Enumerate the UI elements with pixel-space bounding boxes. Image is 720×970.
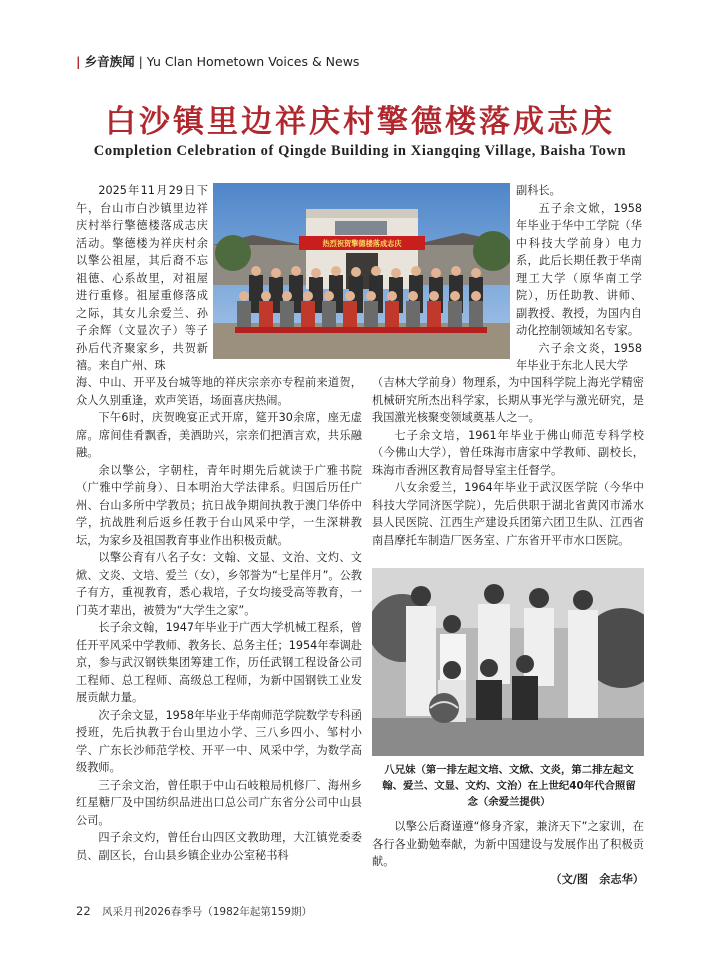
section-header [76, 52, 359, 70]
paragraph-son-6-start: 六子余文炎，1958年毕业于东北人民大学 [516, 341, 642, 372]
paragraph-son-5: 五子余文焮，1958年毕业于华中工学院（华中科技大学前身）电力系，此后长期任教于华南理工大学（原华南工学院），历任助教、讲师、副教授、教授，为国内自动化控制领域知名专家。 [516, 201, 642, 337]
paragraph-daughter-8: 八女余爱兰，1964年毕业于武汉医学院（今华中科技大学同济医学院），先后供职于湖北省黄冈市浠水县人民医院、江西生产建设兵团第六团卫生队、江西省南昌摩托车制造厂医务室、广东省开平市水口医院。 [372, 481, 644, 547]
closing-column [372, 818, 644, 888]
photo-caption: 八兄妹（第一排左起文培、文焮、文炎，第二排左起文翰、爱兰、文显、文灼、文治）在上世纪40年代合照留念（余爱兰提供） [382, 764, 636, 808]
paragraph-son-4-cont: 副科长。 [516, 184, 561, 197]
header-bar: | [76, 54, 81, 69]
siblings-photo [372, 568, 644, 756]
paragraph-intro-cont: 海、中山、开平及台城等地的祥庆宗亲亦专程前来道贺，众人久别重逢，欢声笑语，场面喜庆热闹。 [76, 376, 362, 407]
publication-name: 风采月刊2026春季号（1982年起第159期） [101, 906, 312, 918]
group-photo-illustration [213, 183, 510, 359]
article-title: 白沙镇里边祥庆村擎德楼落成志庆 [105, 104, 615, 140]
paragraph-intro: 2025年11月29日下午，台山市白沙镇里边祥庆村举行擎德楼落成志庆活动。擎德楼为祥庆村余以擎公祖屋，其后裔不忘祖德、心系故里，对祖屋进行重修。祖屋重修落成之际，其女儿余爱兰、孙子余辉（文显次子）等子孙后代齐聚家乡，共贺新禧。来自广州、珠 [76, 184, 208, 372]
right-top-column [516, 182, 642, 375]
paragraph-son-4: 四子余文灼，曾任台山四区文教助理，大江镇党委委员、副区长，台山县乡镇企业办公室秘书科 [76, 831, 362, 862]
page-footer [76, 904, 312, 919]
section-name-en: Yu Clan Hometown Voices & News [146, 54, 360, 69]
paragraph-son-2: 次子余文显，1958年毕业于华南师范学院数学专科函授班，先后执教于台山里边小学、三八乡四小、邹村小学、广东长沙师范学校、开平一中、风采中学，为数学高级教师。 [76, 708, 362, 774]
group-photo [213, 183, 510, 359]
paragraph-ancestor: 余以擎公，字朝柱，青年时期先后就读于广雅书院（广雅中学前身）、日本明治大学法律系。归国后历任广州、台山多所中学教员；抗日战争期间执教于澳门华侨中学，抗战胜利后返乡任教于台山风采中学，一生深耕教坛，为家乡及祖国教育事业作出积极贡献。 [76, 463, 362, 547]
siblings-photo-illustration [372, 568, 644, 756]
left-main-column [76, 374, 362, 864]
byline: （文/图 余志华） [550, 872, 644, 886]
paragraph-son-7: 七子余文培，1961年毕业于佛山师范专科学校（今佛山大学），曾任珠海市唐家中学教师、副校长，珠海市香洲区教育局督导室主任督学。 [372, 428, 644, 477]
paragraph-son-1: 长子余文翰，1947年毕业于广西大学机械工程系，曾任开平风采中学教师、教务长、总务主任；1954年奉调赴京，参与武汉钢铁集团筹建工作，历任武钢工程设备公司工程师、总工程师、高级总工程师，为新中国钢铁工业发展贡献力量。 [76, 621, 362, 704]
page-number: 22 [76, 904, 91, 918]
left-top-column [76, 182, 208, 375]
paragraph-banquet: 下午6时，庆贺晚宴正式开席，筵开30余席，座无虚席。席间佳肴飘香，美酒助兴，宗亲们把酒言欢，共乐融融。 [76, 411, 362, 459]
right-main-column [372, 374, 644, 549]
paragraph-son-3: 三子余文治，曾任职于中山石岐粮局机修厂、海州乡红星糖厂及中国纺织品进出口总公司广东省分公司中山县公司。 [76, 778, 362, 827]
header-divider: | [138, 54, 143, 69]
paragraph-closing: 以擎公后裔谨遵“修身齐家，兼济天下”之家训，在各行各业勤勉奉献，为新中国建设与发展作出了积极贡献。 [372, 820, 644, 868]
section-name-zh: 乡音族闻 [84, 54, 135, 69]
paragraph-children: 以擎公育有八名子女：文翰、文显、文治、文灼、文焮、文炎、文培、爱兰（女），乡邻誉为“七星伴月”。公教子有方，重视教育，悉心栽培，子女均接受高等教育，一门英才辈出，被赞为“大学生之家”。 [76, 551, 362, 617]
paragraph-son-6-cont: （吉林大学前身）物理系，为中国科学院上海光学精密机械研究所杰出科学家，长期从事光学与激光研究，是我国激光核聚变领域奠基人之一。 [372, 376, 644, 424]
article-subtitle: Completion Celebration of Qingde Building in Xiangqing Village, Baisha Town [93, 143, 627, 159]
banner-text: 热烈祝贺擎德楼落成志庆 [322, 239, 402, 248]
